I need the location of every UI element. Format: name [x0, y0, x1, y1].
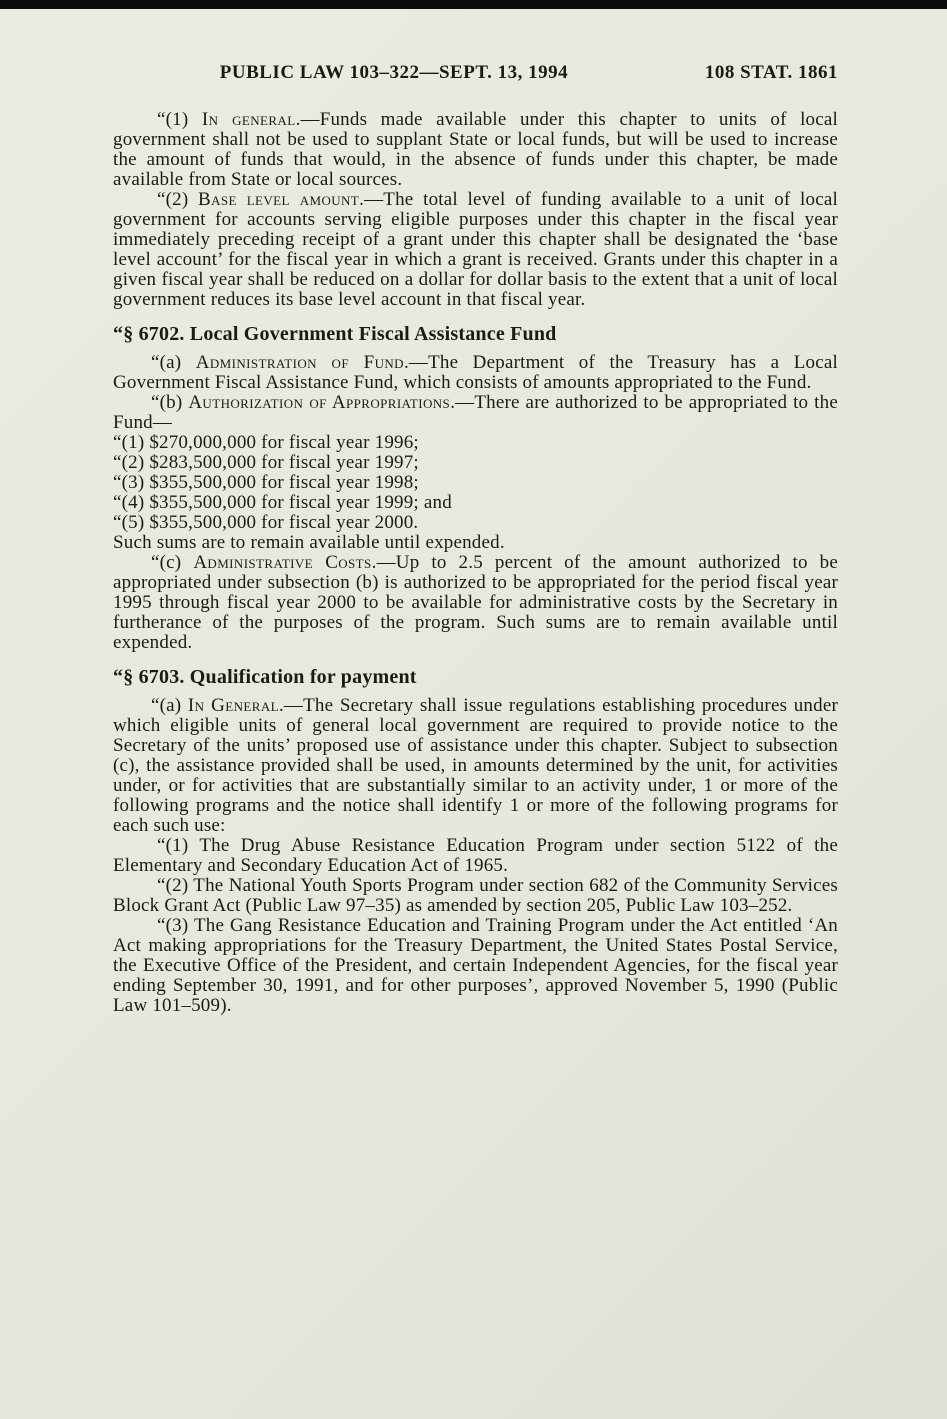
para-number: “(c)	[151, 552, 194, 573]
para-number: “(b)	[151, 392, 189, 413]
para-number: “(a)	[151, 352, 196, 373]
para-authorization-of-appropriations	[113, 393, 838, 433]
appropriation-line-2000: “(5) $355,500,000 for fiscal year 2000.	[113, 512, 419, 533]
para-number: “(1)	[157, 109, 202, 130]
para-smallcaps-label: Administration of Fund	[195, 352, 404, 373]
para-text: .—The Secretary shall issue regulations establishing procedures under which eligible units of general local government are required to provide notice to the Secretary of the units’ proposed use of assistance under this chapter. Subject to subsection (c), the assistance provided shall be used, in amounts determined by the unit, for activities under, or for activities that are substantially similar to an activity under, 1 or more of the following programs and the notice shall identify 1 or more of the following programs for each such use:	[113, 695, 838, 836]
appropriation-line-1996: “(1) $270,000,000 for fiscal year 1996;	[113, 432, 419, 453]
para-text: .—There are authorized to be appropriated to the Fund—	[113, 392, 838, 433]
para-smallcaps-label: Administrative Costs	[193, 552, 372, 573]
para-text: .—The total level of funding available to a unit of local government for accounts serving eligible purposes under this chapter in the fiscal year immediately preceding receipt of a grant under this chapter shall be designated the ‘base level account’ for the fiscal year in which a grant is received. Grants under this chapter in a given fiscal year shall be reduced on a dollar for dollar basis to the extent that a unit of local government reduces its base level account in that fiscal year.	[113, 189, 838, 310]
para-such-sums: Such sums are to remain available until expended.	[113, 532, 505, 553]
section-heading-6702: “§ 6702. Local Government Fiscal Assistance Fund	[113, 323, 557, 345]
page-header	[0, 0, 947, 84]
para-smallcaps-label: In General	[187, 695, 279, 716]
para-text: .—The Department of the Treasury has a Local Government Fiscal Assistance Fund, which consists of amounts appropriated to the Fund.	[113, 352, 838, 393]
law-title: PUBLIC LAW 103–322—SEPT. 13, 1994	[219, 62, 569, 83]
statute-text-body	[0, 84, 947, 1016]
para-program-youth-sports: “(2) The National Youth Sports Program under section 682 of the Community Services Block Grant Act (Public Law 97–35) as amended by section 205, Public Law 103–252.	[113, 875, 838, 916]
para-in-general-funds	[113, 110, 838, 190]
para-administration-of-fund	[113, 353, 838, 393]
para-program-gang-resistance: “(3) The Gang Resistance Education and Training Program under the Act entitled ‘An Act making appropriations for the Treasury Department, the United States Postal Service, the Executive Office of the President, and certain Independent Agencies, for the fiscal year ending September 30, 1991, and for other purposes’, approved November 5, 1990 (Public Law 101–509).	[113, 915, 838, 1016]
para-smallcaps-label: Base level amount	[198, 189, 360, 210]
statute-page-number: 108 STAT. 1861	[704, 62, 838, 83]
appropriation-line-1999: “(4) $355,500,000 for fiscal year 1999; and	[113, 492, 452, 513]
para-base-level-amount	[113, 190, 838, 310]
para-qualification-in-general	[113, 696, 838, 836]
appropriation-line-1998: “(3) $355,500,000 for fiscal year 1998;	[113, 472, 419, 493]
para-smallcaps-label: In general	[201, 109, 296, 130]
appropriation-line-1997: “(2) $283,500,000 for fiscal year 1997;	[113, 452, 419, 473]
section-heading-6703: “§ 6703. Qualification for payment	[113, 666, 417, 688]
para-number: “(2)	[157, 189, 199, 210]
para-program-dare: “(1) The Drug Abuse Resistance Education Program under section 5122 of the Elementary and Secondary Education Act of 1965.	[113, 835, 838, 876]
para-number: “(a)	[151, 695, 188, 716]
scan-edge-bar	[0, 0, 947, 9]
para-text: .—Up to 2.5 percent of the amount authorized to be appropriated under subsection (b) is authorized to be appropriated for the period fiscal year 1995 through fiscal year 2000 to be available for administrative costs by the Secretary in furtherance of the purposes of the program. Such sums are to remain available until expended.	[113, 552, 838, 653]
para-text: .—Funds made available under this chapter to units of local government shall not be used to supplant State or local funds, but will be used to increase the amount of funds that would, in the absence of funds under this chapter, be made available from State or local sources.	[113, 109, 839, 190]
para-smallcaps-label: Authorization of Appropriations	[188, 392, 451, 413]
para-administrative-costs	[113, 553, 838, 653]
